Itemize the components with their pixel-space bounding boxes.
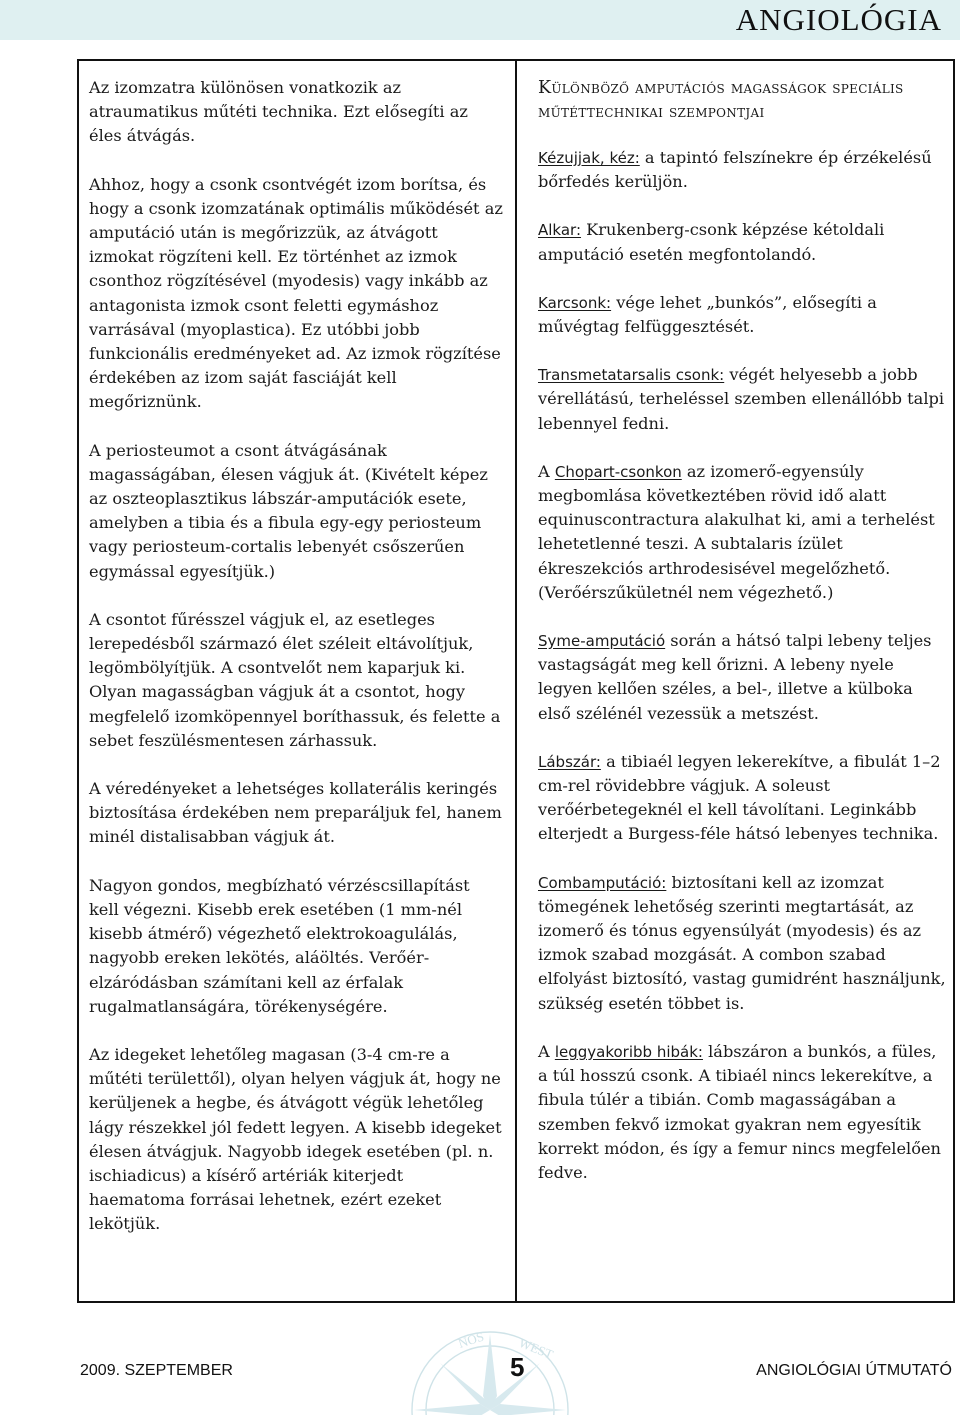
amputation-item bbox=[538, 460, 948, 605]
item-prefix: A bbox=[538, 1041, 555, 1061]
section-heading: Különböző amputációs magasságok speciális műtéttechnikai szempontjai bbox=[538, 78, 904, 122]
compass-rose-watermark bbox=[400, 1318, 580, 1415]
item-text: vége lehet „bunkós”, elősegíti a művégtag felfüggesztését. bbox=[538, 292, 877, 337]
paragraph: Az izomzatra különösen vonatkozik az atraumatikus műtéti technika. Ezt elősegíti az éles átvágás. bbox=[89, 78, 468, 146]
amputation-item bbox=[538, 629, 948, 726]
item-text: végét helyesebb a jobb vérellátású, terheléssel szemben ellenállóbb talpi lebennyel fedni. bbox=[538, 365, 945, 433]
amputation-item bbox=[538, 146, 948, 194]
item-term: Kézujjak, kéz: bbox=[538, 149, 640, 167]
item-text: lábszáron a bunkós, a füles, a túl hosszú csonk. A tibiaél nincs lekerekítve, a fibula túlér a tibián. Comb magasságában a szemben fekvő izmokat gyakran nem egyesítik korrekt módon, és így a femur nincs megfelelően fedve. bbox=[538, 1041, 941, 1182]
item-term: Chopart-csonkon bbox=[554, 462, 682, 481]
amputation-item bbox=[538, 871, 948, 1016]
paragraph: A csontot fűrésszel vágjuk el, az esetleges lerepedésből származó élet széleit eltávolítjuk, legömbölyítjük. A csontvelőt nem kaparjuk ki. Olyan magasságban vágjuk át a csontot, hogy megfelelő izomköpennyel boríthassuk, és felette a sebet feszülésmentesen zárhassuk. bbox=[89, 609, 501, 750]
item-prefix: A bbox=[538, 461, 555, 481]
paragraph: Az idegeket lehetőleg magasan (3-4 cm-re a műtéti területtől), olyan helyen vágjuk át, hogy ne kerüljenek a hegbe, és átvágott végük lehetőleg lágy részekkel jól fedett legyen. A kisebb idegeket élesen átvágjuk. Nagyobb idegek esetében (pl. n. ischiadicus) a kísérő artériák kiterjedt haematoma forrásai lehetnek, ezért ezeket lekötjük. bbox=[89, 1044, 502, 1234]
item-term: Alkar: bbox=[538, 221, 582, 240]
compass-rose-icon bbox=[400, 1318, 580, 1415]
item-text: a tapintó felszínekre ép érzékelésű bőrfedés kerüljön. bbox=[538, 148, 932, 192]
item-term: Syme-amputáció bbox=[538, 632, 666, 651]
item-term: Combamputáció: bbox=[538, 873, 667, 892]
amputation-item bbox=[538, 363, 948, 436]
paragraph: Ahhoz, hogy a csonk csontvégét izom borítsa, és hogy a csonk izomzatának optimális működését az amputáció után is megőrizzük, az átvágott izmokat rögzíteni kell. Ez történhet az izmok csonthoz rögzítésével (myodesis) vagy inkább az antagonista izmok csont feletti egymáshoz varrásával (myoplastica). Ez utóbbi jobb funkcionális eredményeket ad. Az izmok rögzítése érdekében az izom saját fasciáját kell megőriznünk. bbox=[89, 174, 503, 412]
page-number: 5 bbox=[510, 1352, 525, 1382]
svg-text:NOS: NOS bbox=[456, 1328, 486, 1351]
paragraph: A véredényeket a lehetséges kollaterális keringés biztosítása érdekében nem preparáljuk fel, hanem minél distalisabban vágjuk át. bbox=[89, 779, 502, 847]
footer-date: 2009. SZEPTEMBER bbox=[80, 1362, 233, 1379]
item-text: a tibiaél legyen lekerekítve, a fibulát 1–2 cm-rel rövidebbre vágjuk. A soleust verőérbetegeknél el kell távolítani. Leginkább elterjedt a Burgess-féle hátsó lebenyes technika. bbox=[538, 751, 941, 844]
item-term: Karcsonk: bbox=[538, 293, 612, 312]
item-term: Lábszár: bbox=[538, 752, 601, 771]
left-column bbox=[89, 76, 504, 1261]
footer-publication: ANGIOLÓGIAI ÚTMUTATÓ bbox=[756, 1362, 952, 1379]
amputation-item bbox=[538, 291, 948, 339]
right-column bbox=[538, 76, 948, 1209]
item-text: során a hátsó talpi lebeny teljes vastagságát meg kell őrizni. A lebeny nyele legyen kellően széles, a bel-, illetve a külboka első szélénél vezessük a metszést. bbox=[538, 631, 932, 723]
amputation-item bbox=[538, 1040, 948, 1185]
svg-text:WEST: WEST bbox=[516, 1334, 556, 1363]
item-term: leggyakoribb hibák: bbox=[554, 1042, 703, 1061]
column-divider bbox=[515, 59, 517, 1303]
amputation-item bbox=[538, 218, 948, 266]
item-text: az izomerő-egyensúly megbomlása következtében rövid idő alatt equinuscontractura alakulhat ki, ami a terhelést lehetetlenné teszi. A subtalaris ízület ékreszekciós arthrodesisével megelőzhető. (Verőérszűkületnél nem végezhető.) bbox=[538, 461, 935, 602]
paragraph: A periosteumot a csont átvágásának magasságában, élesen vágjuk át. (Kivételt képez az oszteoplasztikus lábszár-amputációk esete, amelyben a tibia és a fibula egy-egy periosteum vagy periosteum-cortalis lebenyét csőszerűen egymással egyesítjük.) bbox=[89, 440, 488, 581]
item-text: biztosítani kell az izomzat tömegének lehetőség szerinti megtartását, az izomerő és tónus egyensúlyát (myodesis) és az izmok szabad mozgását. A combon szabad elfolyást biztosító, vastag gumidrént használjunk, szükség esetén többet is. bbox=[538, 872, 946, 1013]
amputation-item bbox=[538, 750, 948, 847]
page-title: ANGIOLÓGIA bbox=[735, 2, 942, 37]
paragraph: Nagyon gondos, megbízható vérzéscsillapítást kell végezni. Kisebb erek esetében (1 mm-nél kisebb átmérő) végezhető elektrokoagulálás, nagyobb ereken lekötés, aláöltés. Verőér-elzáródásban számítani kell az érfalak rugalmatlanságára, törékenységére. bbox=[89, 875, 470, 1016]
item-text: Krukenberg-csonk képzése kétoldali amputáció esetén megfontolandó. bbox=[538, 220, 885, 264]
item-term: Transmetatarsalis csonk: bbox=[538, 366, 725, 385]
